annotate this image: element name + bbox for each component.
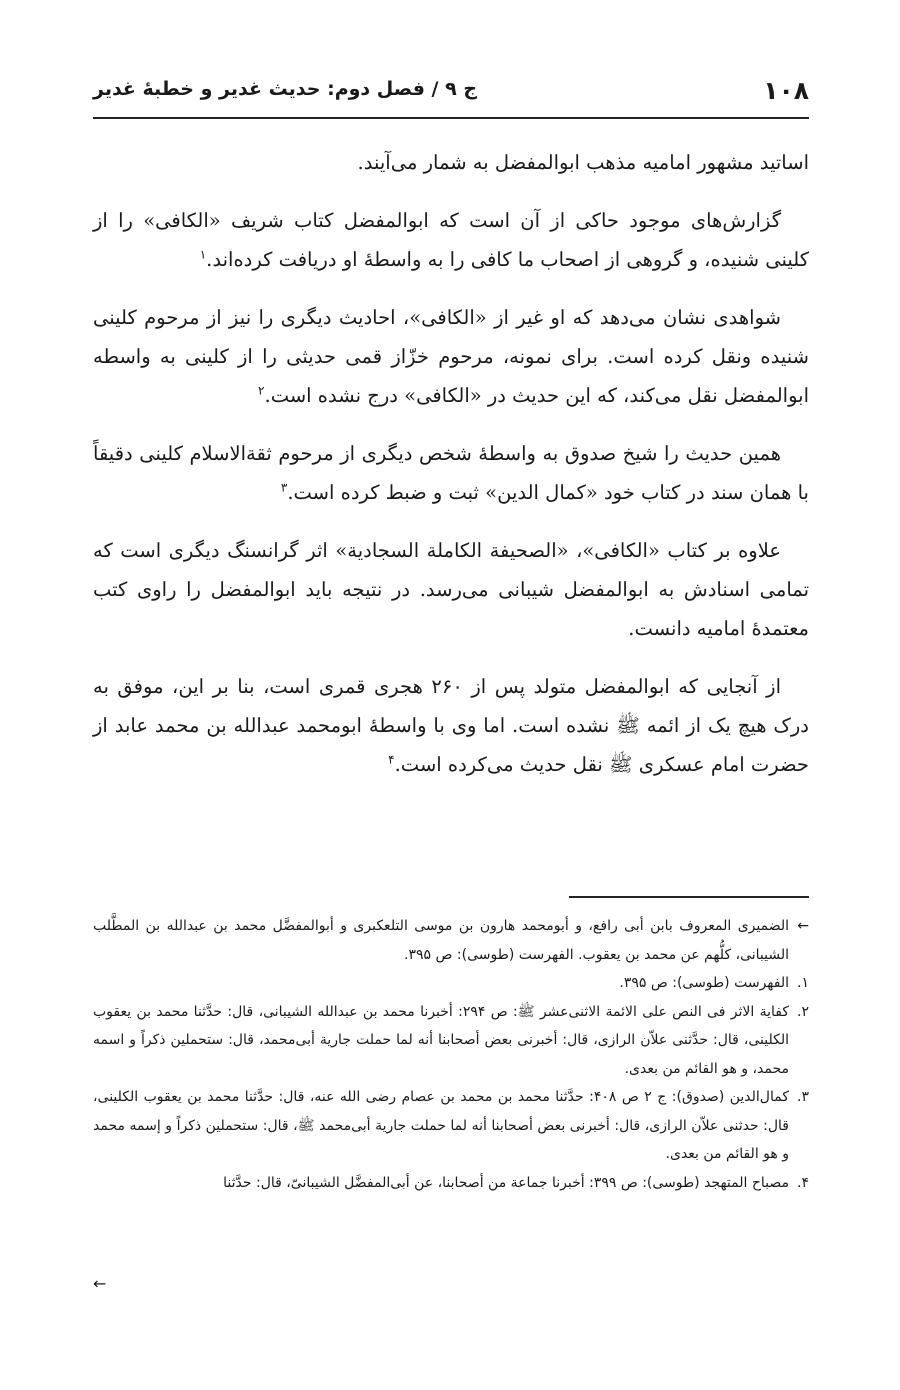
footnote-item: ۲.کفایة الاثر فی النص علی الائمة الاثنی‌عشر ﷺ: ص ۲۹۴: أخبرنا محمد بن عبدالله الشیبانی، قال: حدَّثنا محمد بن یعقوب الکلینی، قال: حدَّثنی علاّن الرازی، قال: أخبرنی بعض أصحابنا أنه لما حملت جاریة أبی‌محمد، قال: ستحملین ذکراً و اسمه محمد، و هو القائم من بعدی. (93, 998, 809, 1084)
body-paragraph: از آنجایی که ابوالمفضل متولد پس از ۲۶۰ هجری قمری است، بنا بر این، موفق به درک هیچ یک از ائمه ﷺ نشده است. اما وی با واسطهٔ ابومحمد عبدالله بن محمد عابد از حضرت امام عسکری ﷺ نقل حدیث می‌کرده است.$^۴$ (93, 675, 809, 776)
footnote-number: ۲. (797, 1003, 809, 1020)
body-paragraph: گزارش‌های موجود حاکی از آن است که ابوالمفضل کتاب شریف «الکافی» را از کلینی شنیده، و گروهی از اصحاب ما کافی را به واسطهٔ او دریافت کرده‌اند.$^۱$ (93, 209, 809, 271)
footnote-number: ۴. (797, 1174, 809, 1191)
body-paragraph: همین حدیث را شیخ صدوق به واسطهٔ شخص دیگری از مرحوم ثقةالاسلام کلینی دقیقاً با همان سند در کتاب خود «کمال الدین» ثبت و ضبط کرده است.$^۳$ (93, 442, 809, 504)
footnote-item: ۳.کمال‌الدین (صدوق): ج ۲ ص ۴۰۸: حدَّثنا محمد بن محمد بن عصام رضی الله عنه، قال: حدَّثنا محمد بن یعقوب الکلینی، قال: حدثنی علاّن الرازی، قال: أخبرنی بعض أصحابنا أنه لما حملت جاریة أبی‌محمد ﷺ، قال: ستحملین ذکراً و إسمه محمد و هو القائم من بعدی. (93, 1083, 809, 1169)
footnote-reference: ۲ (258, 383, 265, 398)
footnote-separator (569, 896, 809, 898)
main-text (93, 143, 809, 803)
book-page (93, 0, 809, 1390)
continuation-arrow-icon: ← (797, 918, 809, 934)
footnote-item: ۴.مصباح المتهجد (طوسی): ص ۳۹۹: أخبرنا جماعة من أصحابنا، عن أبی‌المفضَّل الشیبانیّ، قال: حدَّثنا (93, 1169, 809, 1198)
footnote-item: ۱.الفهرست (طوسی): ص ۳۹۵. (93, 969, 809, 998)
page-number: ۱۰۸ (763, 76, 809, 105)
footnote-reference: ۳ (280, 480, 288, 495)
footnote-item: ←الضمیری المعروف بابن أبی رافع، و أبومحمد هارون بن موسی التلعکبری و أبوالمفضَّل محمد بن عبدالله بن المطَّلب الشیبانی، کلُّهم عن محمد بن یعقوب. الفهرست (طوسی): ص ۳۹۵. (93, 912, 809, 969)
footnote-number: ۳. (797, 1089, 809, 1105)
body-paragraph: اساتید مشهور امامیه مذهب ابوالمفضل به شمار می‌آیند. (357, 151, 809, 174)
next-page-arrow-icon: ← (93, 1274, 107, 1293)
body-paragraph: شواهدی نشان می‌دهد که او غیر از «الکافی»، احادیث دیگری را نیز از مرحوم کلینی شنیده ونقل کرده است. برای نمونه، مرحوم خزّاز قمی حدیثی را از کلینی به واسطه ابوالمفضل نقل می‌کند، که این حدیث در «الکافی» درج نشده است.$^۲$ (93, 306, 809, 407)
header-rule (93, 117, 809, 119)
footnotes (93, 912, 809, 1197)
footnote-reference: ۱ (199, 247, 207, 262)
body-paragraph: علاوه بر کتاب «الکافی»، «الصحیفة الکاملة السجادیة» اثر گرانسنگ دیگری است که تمامی اسنادش به ابوالمفضل شیبانی می‌رسد. در نتیجه باید ابوالمفضل را راوی کتب معتمدهٔ امامیه دانست. (93, 539, 809, 640)
footnote-number: ۱. (797, 975, 809, 991)
running-title: ج ۹ / فصل دوم: حدیث غدیر و خطبهٔ غدیر (93, 78, 478, 100)
footnote-reference: ۴ (388, 752, 395, 767)
page-header (93, 72, 809, 112)
